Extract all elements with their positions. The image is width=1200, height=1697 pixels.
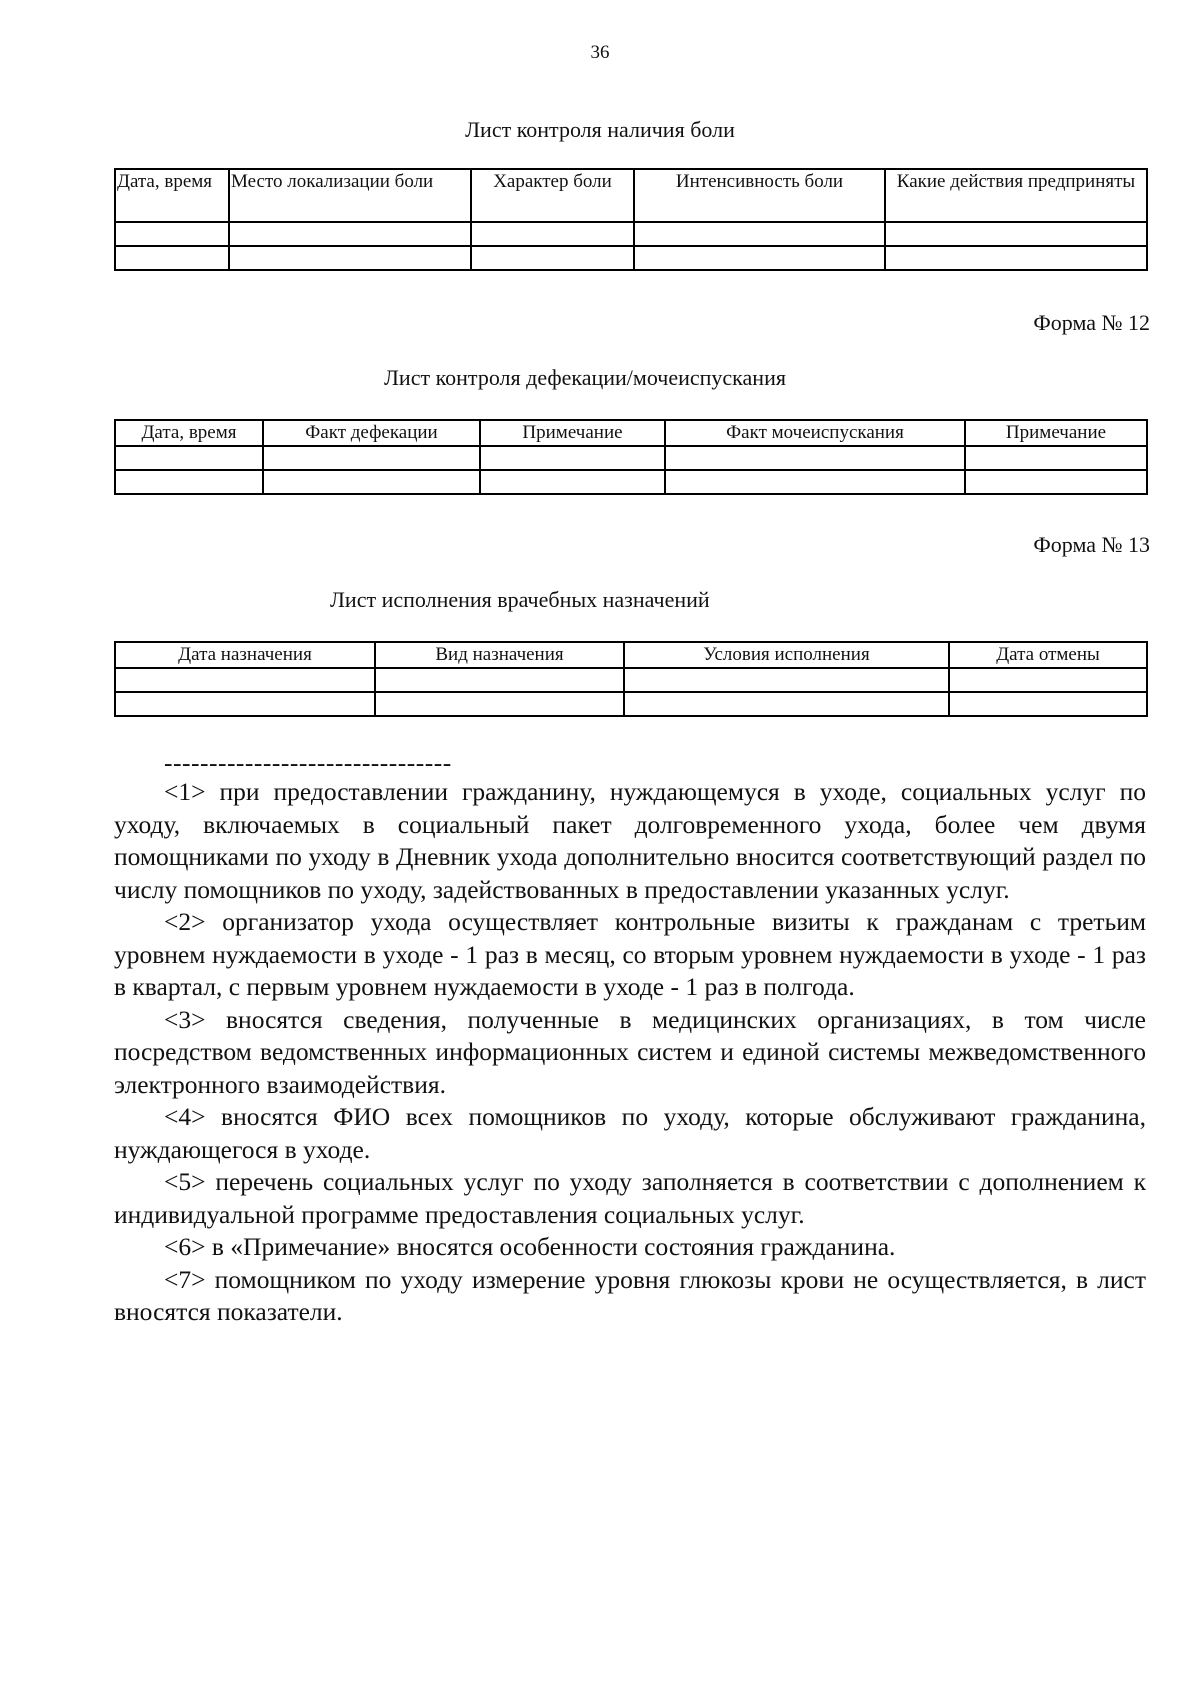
page-number: 36 bbox=[590, 42, 610, 63]
header-cell: Место локализации боли bbox=[229, 169, 471, 222]
table-row bbox=[115, 470, 1147, 494]
footnote-separator: -------------------------------- bbox=[164, 748, 452, 777]
footnote-7: <7> помощником по уходу измерение уровня глюкозы крови не осуществляется, в лист вносятся показатели. bbox=[114, 1264, 1146, 1326]
defecation-control-table bbox=[114, 419, 1148, 495]
header-cell: Примечание bbox=[480, 420, 665, 446]
form-13-label: Форма № 13 bbox=[1033, 532, 1150, 557]
header-cell: Дата, время bbox=[115, 420, 263, 446]
form-13-title: Лист исполнения врачебных назначений bbox=[330, 587, 710, 612]
footnote-6: <6> в «Примечание» вносятся особенности состояния гражданина. bbox=[164, 1232, 896, 1261]
prescriptions-table bbox=[114, 641, 1148, 717]
table-row bbox=[115, 246, 1147, 270]
pain-control-table bbox=[114, 168, 1148, 271]
header-cell: Примечание bbox=[965, 420, 1147, 446]
table-header-row bbox=[115, 642, 1147, 668]
table-row bbox=[115, 446, 1147, 470]
table-row bbox=[115, 668, 1147, 692]
footnote-2: <2> организатор ухода осуществляет контрольные визиты к гражданам с третьим уровнем нуждаемости в уходе - 1 раз в месяц, со вторым уровнем нуждаемости в уходе - 1 раз в квартал, с первым уровнем нуждаемости в уходе - 1 раз в полгода. bbox=[114, 907, 1146, 1001]
header-cell: Дата назначения bbox=[115, 642, 375, 668]
header-cell: Интенсивность боли bbox=[634, 169, 885, 222]
pain-sheet-title: Лист контроля наличия боли bbox=[465, 117, 735, 142]
header-cell: Вид назначения bbox=[375, 642, 624, 668]
footnote-5: <5> перечень социальных услуг по уходу заполняется в соответствии с дополнением к индивидуальной программе предоставления социальных услуг. bbox=[114, 1167, 1146, 1229]
header-cell: Характер боли bbox=[471, 169, 634, 222]
table-row bbox=[115, 222, 1147, 246]
header-cell: Дата отмены bbox=[949, 642, 1147, 668]
header-cell: Дата, время bbox=[115, 169, 229, 222]
table-header-row bbox=[115, 169, 1147, 222]
header-cell: Факт мочеиспускания bbox=[665, 420, 965, 446]
form-12-label: Форма № 12 bbox=[1033, 310, 1150, 335]
footnotes bbox=[114, 748, 1146, 1329]
table-row bbox=[115, 692, 1147, 716]
header-cell: Какие действия предприняты bbox=[885, 169, 1147, 222]
header-cell: Факт дефекации bbox=[263, 420, 480, 446]
footnote-3: <3> вносятся сведения, полученные в медицинских организациях, в том числе посредством ведомственных информационных систем и единой системы межведомственного электронного взаимодействия. bbox=[114, 1004, 1146, 1099]
header-cell: Условия исполнения bbox=[624, 642, 949, 668]
footnote-1: <1> при предоставлении гражданину, нуждающемуся в уходе, социальных услуг по уходу, включаемых в социальный пакет долговременного ухода, более чем двумя помощниками по уходу в Дневник ухода дополнительно вносится соответствующий раздел по числу помощников по уходу, задействованных в предоставлении указанных услуг. bbox=[114, 777, 1146, 904]
form-12-title: Лист контроля дефекации/мочеиспускания bbox=[384, 365, 786, 390]
table-header-row bbox=[115, 420, 1147, 446]
footnote-4: <4> вносятся ФИО всех помощников по уходу, которые обслуживают гражданина, нуждающегося в уходе. bbox=[114, 1102, 1146, 1164]
